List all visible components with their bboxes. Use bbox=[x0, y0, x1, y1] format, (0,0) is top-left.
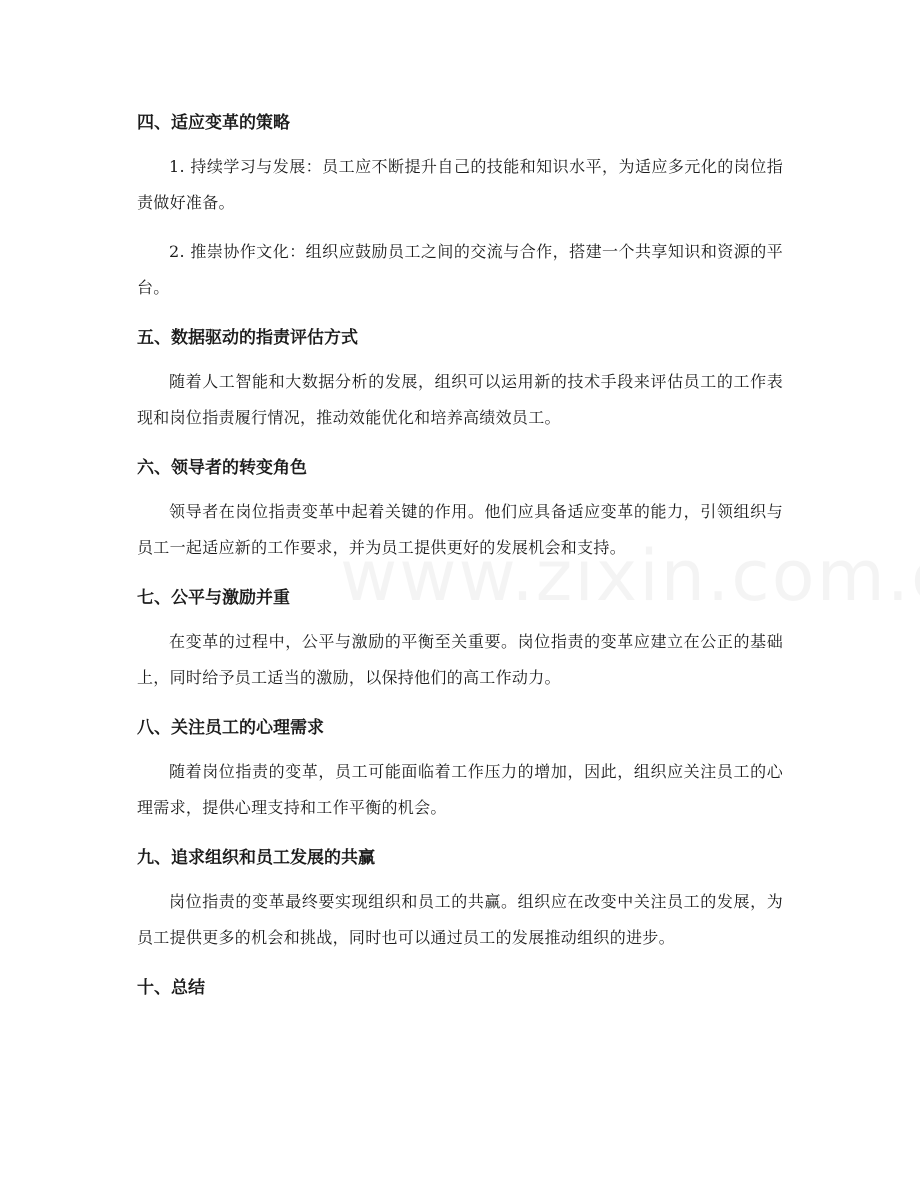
section-10 bbox=[137, 969, 783, 1007]
section-4 bbox=[137, 104, 783, 306]
section-heading: 六、领导者的转变角色 bbox=[137, 458, 307, 478]
section-heading: 七、公平与激励并重 bbox=[137, 588, 290, 608]
section-6 bbox=[137, 449, 783, 566]
section-7 bbox=[137, 579, 783, 696]
paragraph: 随着人工智能和大数据分析的发展，组织可以运用新的技术手段来评估员工的工作表现和岗位指责履行情况，推动效能优化和培养高绩效员工。 bbox=[137, 372, 783, 427]
paragraph: 1. 持续学习与发展：员工应不断提升自己的技能和知识水平，为适应多元化的岗位指责做好准备。 bbox=[137, 157, 783, 212]
section-9 bbox=[137, 839, 783, 956]
section-5 bbox=[137, 319, 783, 436]
paragraph: 岗位指责的变革最终要实现组织和员工的共赢。组织应在改变中关注员工的发展，为员工提供更多的机会和挑战，同时也可以通过员工的发展推动组织的进步。 bbox=[137, 892, 783, 947]
section-heading: 五、数据驱动的指责评估方式 bbox=[137, 328, 358, 348]
section-heading: 九、追求组织和员工发展的共赢 bbox=[137, 848, 375, 868]
document-body bbox=[137, 104, 783, 1014]
section-heading: 十、总结 bbox=[137, 978, 205, 998]
paragraph: 在变革的过程中，公平与激励的平衡至关重要。岗位指责的变革应建立在公正的基础上，同时给予员工适当的激励，以保持他们的高工作动力。 bbox=[137, 632, 783, 687]
paragraph: 随着岗位指责的变革，员工可能面临着工作压力的增加，因此，组织应关注员工的心理需求，提供心理支持和工作平衡的机会。 bbox=[137, 762, 783, 817]
section-heading: 四、适应变革的策略 bbox=[137, 113, 290, 133]
paragraph: 2. 推崇协作文化：组织应鼓励员工之间的交流与合作，搭建一个共享知识和资源的平台。 bbox=[137, 242, 783, 297]
section-heading: 八、关注员工的心理需求 bbox=[137, 718, 324, 738]
section-8 bbox=[137, 709, 783, 826]
paragraph: 领导者在岗位指责变革中起着关键的作用。他们应具备适应变革的能力，引领组织与员工一起适应新的工作要求，并为员工提供更好的发展机会和支持。 bbox=[137, 502, 783, 557]
